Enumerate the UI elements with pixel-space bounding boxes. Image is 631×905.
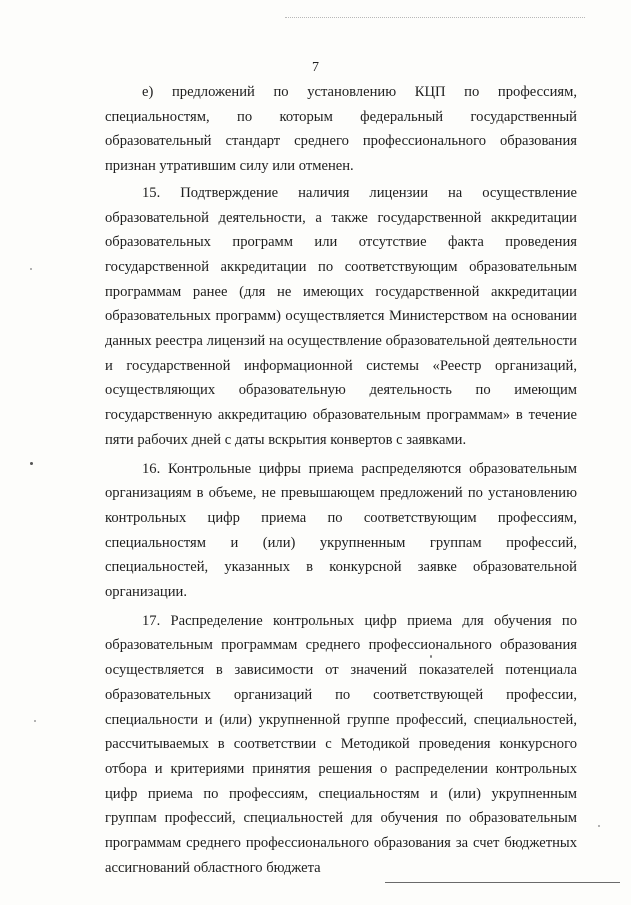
scan-speck bbox=[30, 268, 32, 270]
scan-speck bbox=[30, 462, 33, 465]
paragraph-15: 15. Подтверждение наличия лицензии на осуществление образовательной деятельности, а также государственной аккредитации образовательных программ или отсутствие факта проведения государственной аккредитации по соответствующим образовательным программам ранее (для не имеющих государственной аккредитации образовательных программ) осуществляется Министерством на основании данных реестра лицензий на осуществление образовательной деятельности и государственной информационной системы «Реестр организаций, осуществляющих образовательную деятельность по имеющим государственную аккредитацию образовательным программам» в течение пяти рабочих дней с даты вскрытия конвертов с заявками. bbox=[105, 184, 577, 448]
page-number: 7 bbox=[312, 60, 319, 75]
paragraph-item-e: е) предложений по установлению КЦП по профессиям, специальностям, по которым федеральный государственный образовательный стандарт среднего профессионального образования признан утратившим силу или отменен. bbox=[105, 84, 577, 175]
scan-artifact-bottom bbox=[385, 882, 620, 883]
scan-speck bbox=[34, 720, 36, 722]
paragraph-17: 17. Распределение контрольных цифр приема для обучения по образовательным программам среднего профессионального образования осуществляется в зависимости от значений показателей потенциала образовательных организаций по соответствующей профессии, специальности и (или) укрупненной группе профессий, специальностей, рассчитываемых в соответствии с Методикой проведения конкурсного отбора и критериями принятия решения о распределении контрольных цифр приема по профессиям, специальностям и (или) укрупненным группам профессий, специальностей для обучения по образовательным программам среднего профессионального образования за счет бюджетных ассигнований областного бюджета bbox=[105, 612, 577, 876]
scan-artifact-top bbox=[285, 17, 585, 19]
scan-speck bbox=[598, 825, 600, 827]
paragraph-16: 16. Контрольные цифры приема распределяются образовательным организациям в объеме, не превышающем предложений по установлению контрольных цифр приема по соответствующим профессиям, специальностям и (или) укрупненным группам профессий, специальностей, указанных в конкурсной заявке образовательной организации. bbox=[105, 460, 577, 601]
document-body bbox=[105, 80, 577, 881]
scan-speck bbox=[430, 655, 432, 658]
